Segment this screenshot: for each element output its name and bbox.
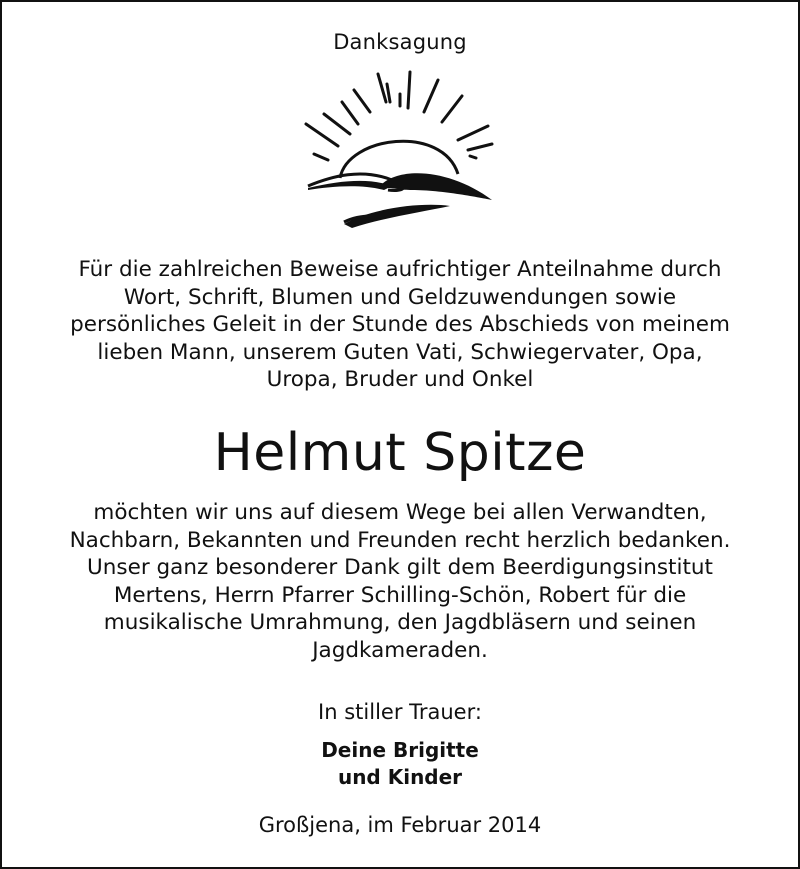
intro-line: Uropa, Bruder und Onkel [266,367,534,392]
mourning-label: In stiller Trauer: [318,700,482,724]
signature [0,737,800,791]
intro-line: persönliches Geleit in der Stunde des Abschieds von meinem [70,312,730,337]
thanks-line: Jagdkameraden. [312,637,488,663]
notice-heading: Danksagung [333,30,467,54]
intro-line: Für die zahlreichen Beweise aufrichtiger Anteilnahme durch [78,257,722,282]
thanks-line: Nachbarn, Bekannten und Freunden recht herzlich bedanken. [69,527,731,553]
intro-line: lieben Mann, unserem Guten Vati, Schwiegervater, Opa, [97,339,703,365]
signature-line: Deine Brigitte [321,738,479,762]
place-date: Großjena, im Februar 2014 [258,813,542,837]
thanks-line: Mertens, Herrn Pfarrer Schilling-Schön, Robert für die [113,582,687,608]
intro-text [0,256,800,394]
sunset-over-hills-icon [292,66,508,236]
deceased-name: Helmut Spitze [213,423,587,483]
thanks-line: Unser ganz besonderer Dank gilt dem Beerdigungsinstitut [87,555,713,580]
intro-line: Wort, Schrift, Blumen und Geldzuwendungen sowie [123,284,677,310]
thanks-text [0,499,800,664]
signature-line: und Kinder [337,765,463,789]
thanks-line: möchten wir uns auf diesem Wege bei allen Verwandten, [93,500,707,525]
thanks-line: musikalische Umrahmung, den Jagdbläsern und seinen [103,610,697,635]
